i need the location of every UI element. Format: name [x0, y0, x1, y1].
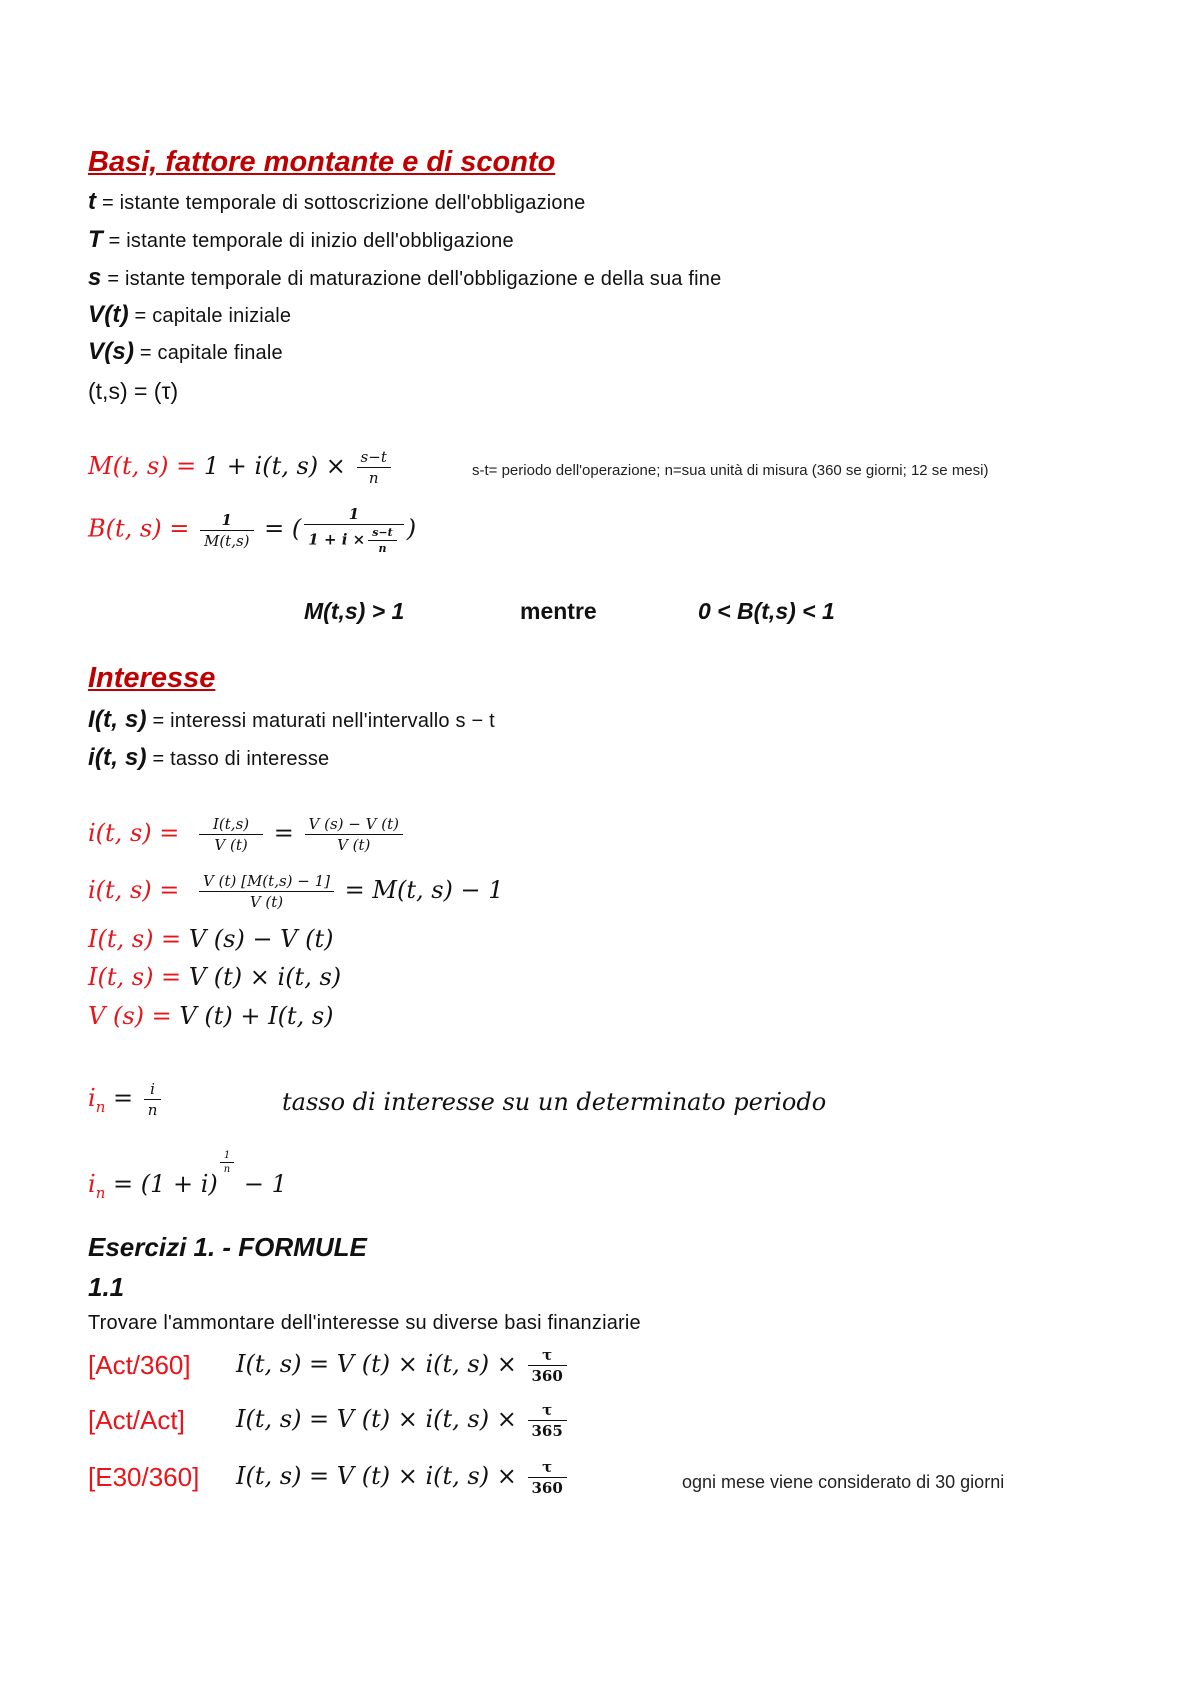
formula-in-compound — [88, 1150, 287, 1202]
equals-paren: = ( — [264, 514, 302, 543]
formula-i-montante — [88, 872, 504, 911]
formula-rhs: 1 + i(t, s) × — [203, 452, 346, 480]
formula-act-360 — [236, 1346, 570, 1385]
denominator: M(t,s) — [203, 531, 250, 550]
formula-i-ratio — [88, 815, 406, 854]
denominator-prefix: 1 + i × — [308, 530, 366, 549]
numerator: 1 — [304, 505, 403, 525]
denominator: n — [378, 542, 387, 555]
formula-lhs: I(t, s) = — [88, 963, 182, 991]
formula-lhs: M(t, s) = — [88, 452, 197, 480]
symbol: V(s) — [88, 338, 135, 365]
equals: = — [113, 1084, 134, 1112]
denominator: V (t) — [214, 836, 248, 854]
formula-I-product — [88, 963, 341, 991]
denominator: 360 — [531, 1367, 563, 1385]
basis-act-act: [Act/Act] — [88, 1405, 185, 1435]
denominator: V (t) — [337, 836, 371, 854]
numerator: I(t,s) — [199, 815, 263, 835]
formula-act-act — [236, 1401, 570, 1440]
symbol: T — [88, 226, 103, 253]
denominator — [304, 525, 403, 555]
formula-lhs: B(t, s) = — [88, 514, 190, 543]
section-title-esercizi: Esercizi 1. - FORMULE — [88, 1232, 367, 1262]
fraction — [199, 815, 263, 854]
definition-text: = istante temporale di maturazione dell'obbligazione e della sua fine — [101, 268, 722, 290]
definition-I — [88, 706, 495, 734]
basis-act-360: [Act/360] — [88, 1350, 191, 1380]
formula-in-description: tasso di interesse su un determinato periodo — [282, 1088, 827, 1116]
formula-body: I(t, s) = V (t) × i(t, s) × — [236, 1462, 517, 1490]
formula-body: I(t, s) = V (t) × i(t, s) × — [236, 1350, 517, 1378]
fraction-nested — [304, 505, 403, 555]
formula-tail: − 1 — [243, 1170, 287, 1198]
exponent-fraction — [220, 1150, 234, 1175]
denominator: 365 — [531, 1422, 563, 1440]
formula-e30-360 — [236, 1458, 570, 1497]
section-title-basi: Basi, fattore montante e di sconto — [88, 146, 556, 178]
formula-body: I(t, s) = V (t) × i(t, s) × — [236, 1405, 517, 1433]
definition-text: = capitale finale — [134, 342, 283, 364]
subscript: n — [95, 1183, 106, 1202]
symbol: I(t, s) — [88, 706, 147, 733]
comparison-middle: mentre — [520, 598, 597, 624]
subscript: n — [95, 1097, 106, 1116]
formula-rhs: V (s) − V (t) — [188, 925, 334, 953]
definition-Vs — [88, 338, 283, 366]
fraction — [200, 511, 254, 550]
formula-lhs: V (s) = — [88, 1002, 172, 1030]
inner-fraction — [368, 526, 397, 555]
fraction — [357, 448, 391, 487]
numerator: τ — [528, 1346, 567, 1366]
close-paren: ) — [406, 514, 417, 543]
numerator: 1 — [220, 1150, 234, 1163]
fraction — [305, 815, 403, 854]
definition-text: = istante temporale di inizio dell'obbligazione — [102, 230, 514, 252]
numerator: V (s) − V (t) — [305, 815, 403, 835]
fraction — [144, 1080, 162, 1119]
fraction — [199, 872, 334, 911]
formula-in-simple — [88, 1080, 164, 1119]
numerator: V (t) [M(t,s) − 1] — [199, 872, 334, 892]
definition-text: = capitale iniziale — [128, 305, 292, 327]
definition-t — [88, 188, 585, 216]
exercise-number: 1.1 — [88, 1272, 125, 1302]
formula-rhs: V (t) + I(t, s) — [179, 1002, 334, 1030]
numerator: s−t — [368, 526, 397, 541]
formula-M — [88, 448, 394, 487]
definition-T — [88, 226, 514, 254]
definition-s — [88, 264, 721, 292]
definition-text: = interessi maturati nell'intervallo s − t — [146, 710, 495, 732]
formula-lhs: i — [88, 1170, 96, 1198]
denominator: n — [223, 1164, 231, 1175]
fraction — [528, 1346, 567, 1385]
symbol: V(t) — [88, 301, 129, 328]
definition-i — [88, 744, 329, 772]
formula-I-diff — [88, 925, 334, 953]
denominator: V (t) — [249, 893, 284, 911]
formula-rhs: V (t) × i(t, s) — [188, 963, 342, 991]
comparison-right: 0 < B(t,s) < 1 — [698, 598, 835, 624]
equals: = — [273, 819, 294, 847]
basis-e30-360: [E30/360] — [88, 1462, 200, 1492]
exercise-intro: Trovare l'ammontare dell'interesse su diverse basi finanziarie — [88, 1312, 641, 1334]
formula-lhs: I(t, s) = — [88, 925, 182, 953]
numerator: τ — [528, 1458, 567, 1478]
definition-text: = istante temporale di sottoscrizione dell'obbligazione — [96, 192, 586, 214]
numerator: s−t — [357, 448, 391, 468]
numerator: 1 — [200, 511, 254, 531]
symbol: i(t, s) — [88, 744, 147, 771]
fraction — [528, 1458, 567, 1497]
fraction — [528, 1401, 567, 1440]
denominator: n — [147, 1101, 158, 1119]
comparison-left: M(t,s) > 1 — [304, 598, 405, 624]
definition-text: = tasso di interesse — [146, 748, 330, 770]
formula-lhs: i(t, s) = — [88, 819, 180, 847]
formula-lhs: i(t, s) = — [88, 876, 180, 904]
denominator: 360 — [531, 1479, 563, 1497]
numerator: τ — [528, 1401, 567, 1421]
formula-note: ogni mese viene considerato di 30 giorni — [682, 1472, 1005, 1492]
definition-Vt — [88, 301, 291, 329]
numerator: i — [144, 1080, 162, 1100]
formula-V-sum — [88, 1002, 334, 1030]
denominator: n — [368, 469, 379, 487]
formula-note: s-t= periodo dell'operazione; n=sua unità di misura (360 se giorni; 12 se mesi) — [472, 462, 989, 479]
formula-B — [88, 505, 416, 555]
symbol: t — [88, 188, 97, 215]
section-title-interesse: Interesse — [88, 662, 216, 694]
pair-definition: (t,s) = (τ) — [88, 378, 179, 404]
formula-rhs: = M(t, s) − 1 — [344, 876, 504, 904]
symbol: s — [88, 264, 102, 291]
formula-rhs: = (1 + i) — [113, 1170, 218, 1198]
formula-lhs: i — [88, 1084, 96, 1112]
